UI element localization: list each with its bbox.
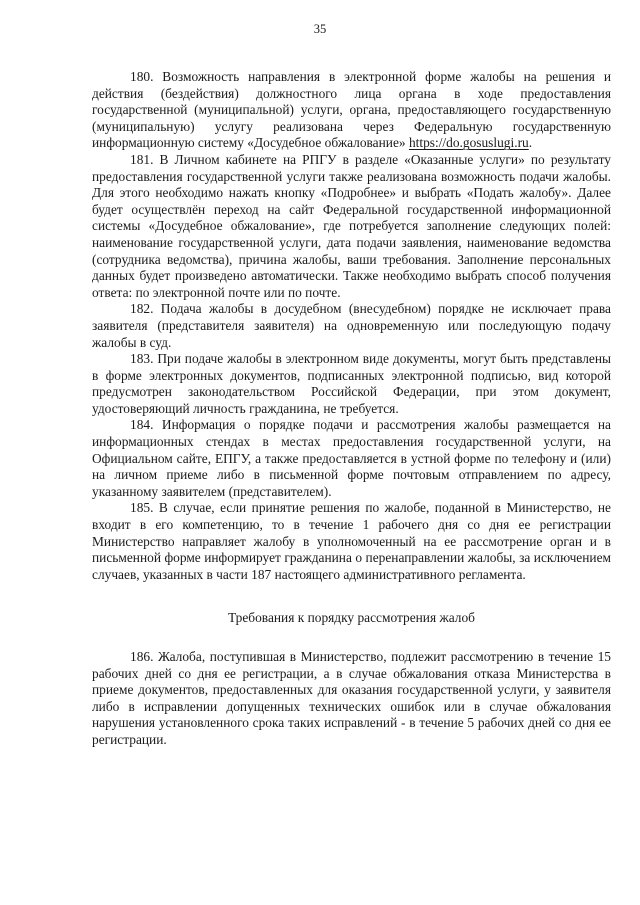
page-number: 35 — [313, 22, 327, 36]
paragraph-184: 184. Информация о порядке подачи и рассмотрения жалобы размещается на информационных стендах в местах предоставления государственной услуги, на Официальном сайте, ЕПГУ, а также предоставляется в устной форме по телефону и (или) на личном приеме либо в письменной форме почтовым отправлением по адресу, указанному заявителем (представителем). — [92, 417, 611, 499]
paragraph-180-tail: . — [528, 135, 533, 151]
paragraph-181: 181. В Личном кабинете на РПГУ в разделе «Оказанные услуги» по результату предоставления государственной услуги также реализована возможность подачи жалобы. Для этого необходимо нажать кнопку «Подробнее» и выбрать «Подать жалобу». Далее будет осуществлён переход на сайт Федеральной государственной информационной системы «Досудебное обжалование», где потребуется заполнение следующих полей: наименование государственной услуги, дата подачи заявления, наименование ведомства (сотрудника ведомства), причина жалобы, ваши требования. Заполнение персональных данных будет произведено автоматически. Также необходимо выбрать способ получения ответа: по электронной почте или по почте. — [92, 151, 611, 300]
paragraph-182: 182. Подача жалобы в досудебном (внесудебном) порядке не исключает права заявителя (представителя заявителя) на одновременную или последующую подачу жалобы в суд. — [92, 301, 611, 350]
paragraph-186: 186. Жалоба, поступившая в Министерство, подлежит рассмотрению в течение 15 рабочих дней со дня ее регистрации, а в случае обжалования отказа Министерства в приеме документов, предоставленных для оказания государственной услуги, у заявителя либо в исправлении допущенных технических ошибок или в случае обжалования нарушения установленного срока таких исправлений - в течение 5 рабочих дней со дня ее регистрации. — [92, 649, 611, 747]
paragraph-180 — [92, 69, 611, 152]
section-heading: Требования к порядку рассмотрения жалоб — [227, 610, 475, 626]
paragraph-183: 183. При подаче жалобы в электронном виде документы, могут быть представлены в форме электронных документов, подписанных электронной подписью, вид которой предусмотрен законодательством Российской Федерации, при этом документ, удостоверяющий личность гражданина, не требуется. — [92, 351, 611, 416]
gosuslugi-link[interactable]: https://do.gosuslugi.ru — [408, 135, 529, 151]
document-body — [92, 69, 611, 749]
paragraph-180-text: 180. Возможность направления в электронной форме жалобы на решения и действия (бездействия) должностного лица органа в ходе предоставления государственной (муниципальной) услуги, органа, предоставляющего государственную (муниципальную) услугу реализована через Федеральную государственную информационную систему «Досудебное обжалование» — [92, 69, 611, 151]
paragraph-185: 185. В случае, если принятие решения по жалобе, поданной в Министерство, не входит в его компетенцию, то в течение 1 рабочего дня со дня ее регистрации Министерство направляет жалобу в уполномоченный на ее рассмотрение орган и в письменной форме информирует гражданина о перенаправлении жалобы, за исключением случаев, указанных в части 187 настоящего административного регламента. — [92, 500, 611, 582]
